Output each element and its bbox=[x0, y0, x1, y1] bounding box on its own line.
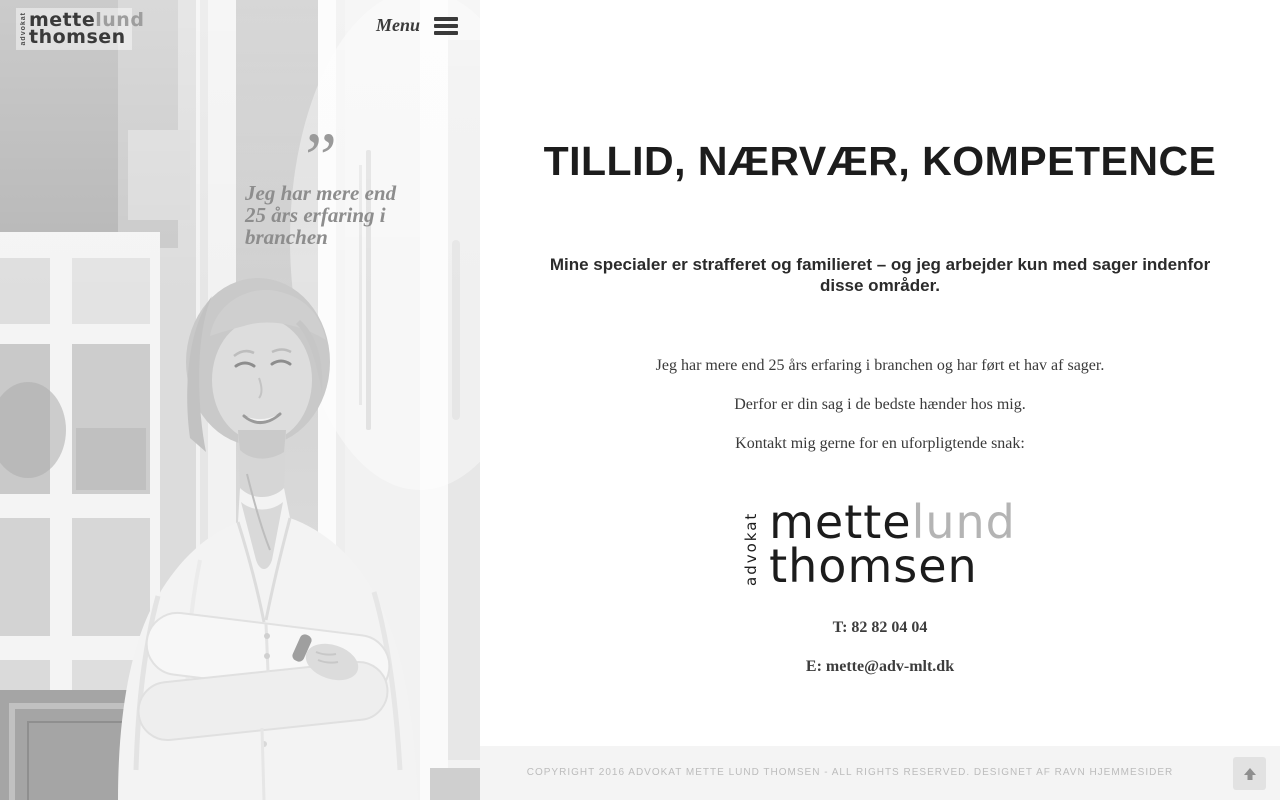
paragraph-contact: Kontakt mig gerne for en uforpligtende snak: bbox=[735, 435, 1025, 452]
up-arrow-icon bbox=[1242, 766, 1258, 782]
quote-text: Jeg har mere end 25 års erfaring i branchen bbox=[245, 181, 397, 249]
scroll-to-top-button[interactable] bbox=[1233, 757, 1266, 790]
subtitle: Mine specialer er strafferet og familieret – og jeg arbejder kun med sager indenfor disse områder. bbox=[549, 255, 1211, 295]
footer-copyright: COPYRIGHT 2016 ADVOKAT METTE LUND THOMSEN - ALL RIGHTS RESERVED. DESIGNET AF RAVN HJEMMESIDER bbox=[526, 767, 1174, 778]
logo-name bbox=[29, 9, 145, 48]
page-title: TILLID, NÆRVÆR, KOMPETENCE bbox=[543, 138, 1217, 184]
hamburger-icon bbox=[434, 17, 458, 35]
center-logo-lund: lund bbox=[911, 495, 1016, 549]
site-logo-small[interactable] bbox=[16, 8, 145, 50]
logo-advokat-label: advokat bbox=[20, 12, 27, 46]
center-logo-thomsen: thomsen bbox=[769, 539, 978, 593]
logo-name-thomsen: thomsen bbox=[29, 26, 126, 48]
main-content bbox=[480, 0, 1280, 800]
email-text: E: mette@adv-mlt.dk bbox=[805, 658, 955, 675]
phone-text: T: 82 82 04 04 bbox=[832, 619, 928, 636]
portrait-photo bbox=[0, 0, 480, 800]
center-logo-advokat-label: advokat bbox=[742, 511, 761, 586]
quote-mark-icon: ” bbox=[305, 118, 337, 198]
menu-button[interactable] bbox=[376, 15, 458, 36]
footer-bar bbox=[480, 746, 1280, 800]
logo-name-lund: lund bbox=[95, 9, 145, 31]
paragraph-experience: Jeg har mere end 25 års erfaring i branchen og har ført et hav af sager. bbox=[655, 357, 1105, 374]
center-logo-name bbox=[769, 495, 1016, 593]
paragraph-hands: Derfor er din sag i de bedste hænder hos mig. bbox=[734, 396, 1026, 413]
intro-paragraphs bbox=[520, 355, 1240, 472]
center-logo-mette: mette bbox=[769, 495, 912, 549]
logo-name-mette: mette bbox=[29, 9, 96, 31]
menu-label: Menu bbox=[375, 15, 420, 35]
center-logo bbox=[480, 495, 1280, 593]
left-photo-panel bbox=[0, 0, 480, 800]
quote-block bbox=[245, 118, 415, 249]
